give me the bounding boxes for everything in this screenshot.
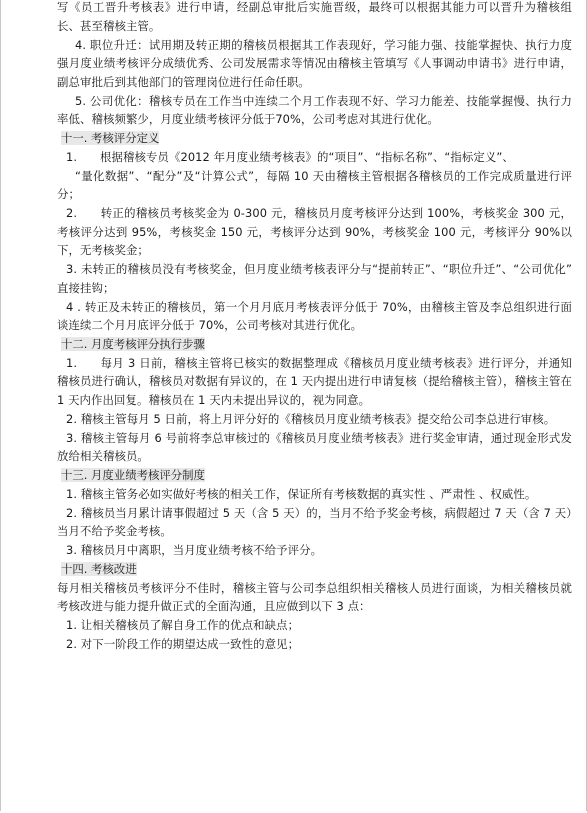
paragraph-score-definition-2: 2. 转正的稽核员考核奖金为 0-300 元，稽核员月度考核评分达到 100%，考核奖金 300 元，考核评分达到 95%，考核奖金 150 元，考核评分达到 90%，考核奖金 100 元，考核评分 90%以下，无考核奖金； (57, 206, 572, 257)
paragraph-promotion-end: 写《员工晋升考核表》进行申请，经副总审批后实施晋级，最终可以根据其能力可以晋升为稽核组长、甚至稽核主管。 (57, 0, 572, 33)
paragraph-rule-3: 3. 稽核员月中离职，当月度业绩考核不给予评分。 (66, 543, 323, 557)
paragraph-monthly-step-2: 2. 稽核主管每月 5 日前，将上月评分好的《稽核员月度业绩考核表》提交给公司李总进行审核。 (66, 411, 556, 426)
section-heading-14: 十四. 考核改进 (61, 562, 137, 576)
paragraph-score-definition-1: 1. 根据稽核专员《2012 年月度业绩考核表》的“项目”、“指标名称”、“指标定义”、 (66, 149, 514, 164)
section-heading-11: 十一. 考核评分定义 (61, 131, 160, 145)
section-heading-12: 十二. 月度考核评分执行步骤 (61, 337, 205, 351)
paragraph-monthly-step-3: 3. 稽核主管每月 6 号前将李总审核过的《稽核员月度业绩考核表》进行奖金审请，通过现金形式发放给相关稽核员。 (57, 430, 572, 463)
paragraph-score-definition-4: 4 . 转正及未转正的稽核员，第一个月月底月考核表评分低于 70%，由稽核主管及李总组织进行面谈连续二个月月底评分低于 70%，公司考核对其进行优化。 (57, 299, 572, 332)
paragraph-score-definition-3: 3. 未转正的稽核员没有考核奖金，但月度业绩考核表评分与“提前转正”、“职位升迁”、“公司优化” 直接挂钩； (57, 262, 572, 295)
paragraph-score-definition-1b: “量化数据”、“配分”及“计算公式”，每隔 10 天由稽核主管根据各稽核员的工作完成质量进行评分； (57, 168, 572, 201)
paragraph-monthly-step-1: 1. 每月 3 日前，稽核主管将已核实的数据整理成《稽核员月度业绩考核表》进行评分，并通知稽核员进行确认，稽核员对数据有异议的，在 1 天内提出进行申请复核（提给稽核主管），稽核主管在 1 天内作出回复。稽核员在 1 天内未提出异议的，视为同意。 (57, 355, 572, 407)
paragraph-improvement-1: 1. 让相关稽核员了解自身工作的优点和缺点； (66, 618, 300, 632)
paragraph-improvement-intro: 每月相关稽核员考核评分不佳时，稽核主管与公司李总组织相关稽核人员进行面谈，为相关稽核员就考核改进与能力提升做正式的全面沟通，且应做到以下 3 点： (57, 580, 572, 613)
paragraph-improvement-2: 2. 对下一阶段工作的期望达成一致性的意见； (66, 637, 300, 651)
paragraph-company-optimization: 5. 公司优化：稽核专员在工作当中连续二个月工作表现不好、学习力能差、技能掌握慢、执行力率低、稽核频繁少，月度业绩考核评分低于70%，公司考虑对其进行优化。 (57, 93, 572, 126)
section-heading-13: 十三. 月度业绩考核评分制度 (61, 468, 205, 482)
paragraph-job-transfer: 4. 职位升迁：试用期及转正期的稽核员根据其工作表现好，学习能力强、技能掌握快、执行力度强月度业绩考核评分成绩优秀、公司发展需求等情况由稽核主管填写《人事调动申请书》进行申请，副总审批后到其他部门的管理岗位进行任命任职。 (57, 37, 572, 89)
paragraph-rule-1: 1. 稽核主管务必如实做好考核的相关工作，保证所有考核数据的真实性 、严肃性 、权威性。 (66, 486, 537, 501)
paragraph-rule-2: 2. 稽核员当月累计请事假超过 5 天（含 5 天）的，当月不给予奖金考核，病假超过 7 天（含 7 天）当月不给予奖金考核。 (57, 505, 572, 538)
